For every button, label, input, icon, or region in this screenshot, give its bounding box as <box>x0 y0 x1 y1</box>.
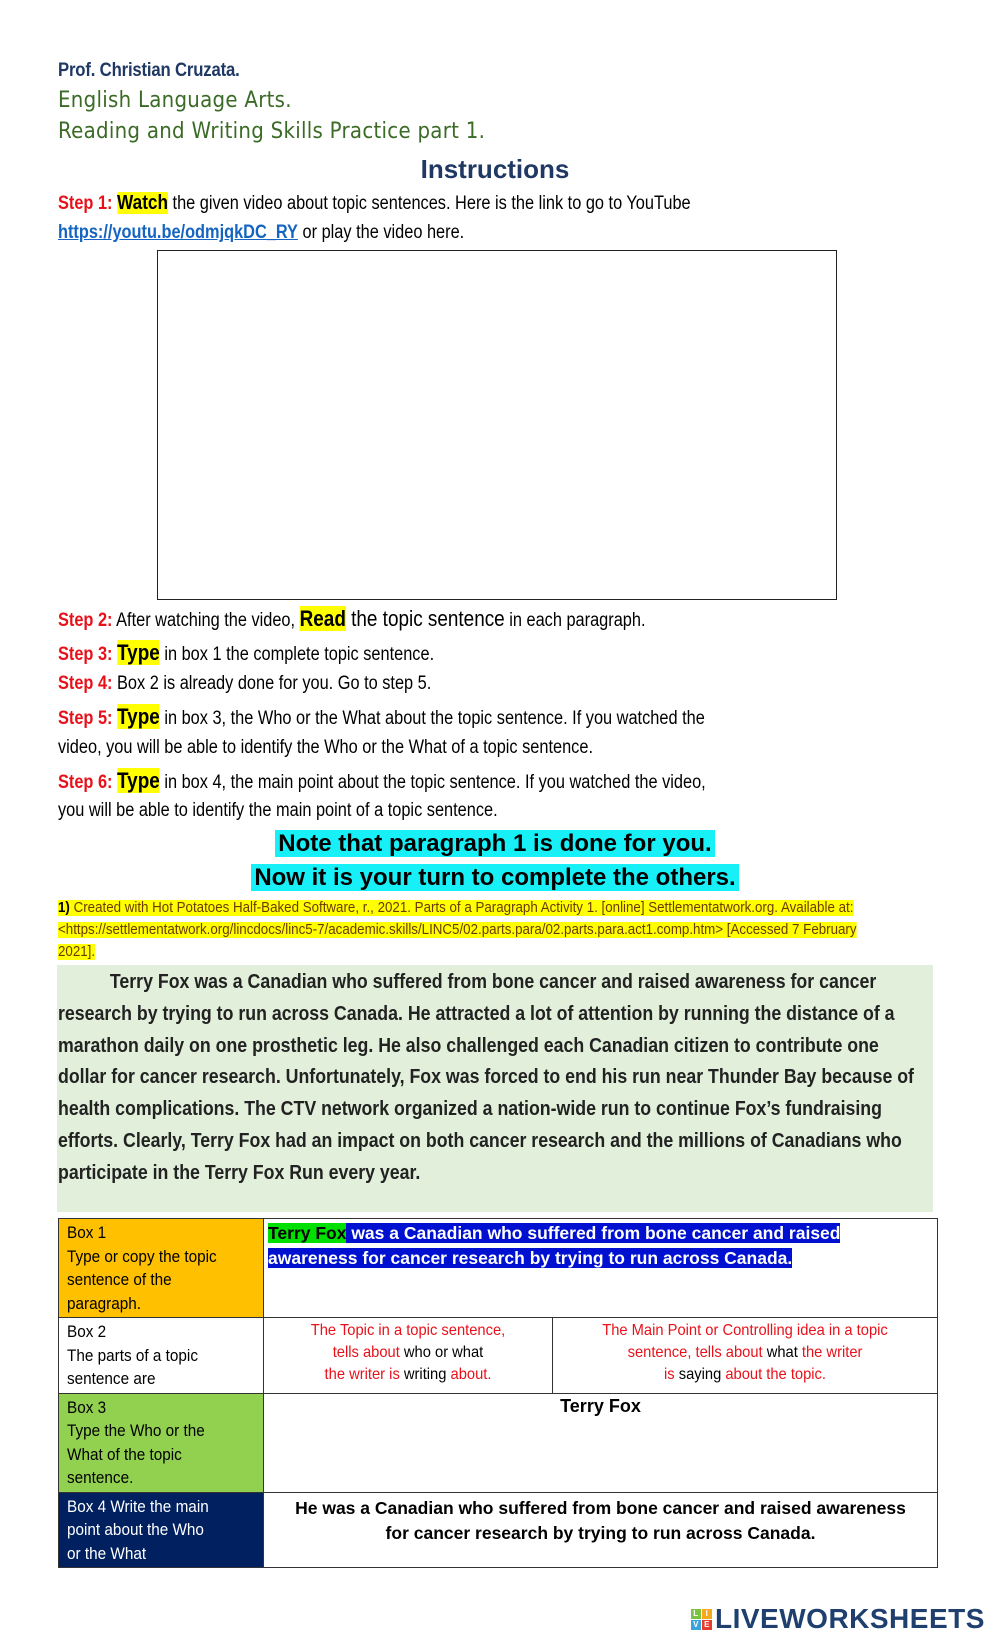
box-2-main-point-definition <box>553 1318 938 1394</box>
youtube-link[interactable]: https://youtu.be/odmjqkDC_RY <box>58 222 298 243</box>
step-4-text: Box 2 is already done for you. Go to step 5. <box>112 673 432 694</box>
box-1-answer-field[interactable] <box>264 1219 938 1318</box>
paragraph-1 <box>58 966 932 1189</box>
answer-table <box>58 1218 938 1568</box>
topic-def-line-3: the writer is writing about. <box>324 1366 492 1383</box>
box-2-row <box>59 1318 938 1394</box>
box-3-line-2: What of the topic <box>67 1444 182 1464</box>
box-1-title: Box 1 <box>67 1223 107 1242</box>
box-3-answer-field[interactable] <box>264 1393 938 1492</box>
box-1-line-3: paragraph. <box>67 1293 142 1313</box>
box-1-answer-topic: Terry Fox <box>268 1223 347 1243</box>
box-3-line-3: sentence. <box>67 1468 134 1487</box>
note-your-turn <box>0 864 990 892</box>
box-3-line-1: Type the Who or the <box>67 1421 205 1440</box>
step-6-label: Step 6: <box>58 772 113 793</box>
step-6-keyword: Type <box>117 768 160 793</box>
citation <box>58 897 868 963</box>
box-4-row <box>59 1492 938 1568</box>
note-done <box>0 830 990 858</box>
box-4-line-2: or the What <box>67 1543 147 1563</box>
step-6 <box>58 768 706 794</box>
author-name: Prof. Christian Cruzata. <box>58 60 240 81</box>
step-1 <box>58 192 691 215</box>
subject-title: English Language Arts. <box>58 88 292 113</box>
step-5-label: Step 5: <box>58 708 113 729</box>
box-2-topic-definition <box>264 1318 553 1394</box>
step-6-text: in box 4, the main point about the topic sentence. If you watched the video, <box>159 772 706 793</box>
main-point-def-line-2: sentence, tells about what the writer <box>627 1344 863 1361</box>
box-4-title: Box 4 Write the main <box>67 1496 209 1516</box>
liveworksheets-logo-text: LIVEWORKSHEETS <box>715 1603 985 1634</box>
box-2-title: Box 2 <box>67 1322 107 1341</box>
step-2-mid: the topic sentence <box>345 606 505 631</box>
step-5-keyword: Type <box>117 704 160 729</box>
step-5-continued: video, you will be able to identify the Who or the What of a topic sentence. <box>58 737 593 758</box>
main-point-def-line-1: The Main Point or Controlling idea in a topic <box>602 1322 888 1339</box>
box-4-answer-field[interactable] <box>264 1492 938 1568</box>
paragraph-1-text: Terry Fox was a Canadian who suffered from bone cancer and raised awareness for cancer research by trying to run across Canada. He attracted a lot of attention by running the distance of a marathon daily on one prosthetic leg. He also challenged each Canadian citizen to contribute one dollar for cancer research. Unfortunately, Fox was forced to end his run near Thunder Bay because of health complications. The CTV network organized a nation-wide run to continue Fox’s fundraising efforts. Clearly, Terry Fox had an impact on both cancer research and the millions of Canadians who participate in the Terry Fox Run every year. <box>58 970 914 1184</box>
step-5 <box>58 704 705 730</box>
step-2-pre: After watching the video, <box>112 610 300 631</box>
step-3-label: Step 3: <box>58 644 113 665</box>
video-player[interactable] <box>157 250 837 600</box>
box-2-label <box>59 1318 264 1394</box>
box-4-line-1: point about the Who <box>67 1520 204 1539</box>
step-5-text: in box 3, the Who or the What about the topic sentence. If you watched the <box>159 708 705 729</box>
step-2-post: in each paragraph. <box>504 610 646 631</box>
liveworksheets-logo-icon: L I V E <box>691 1609 712 1630</box>
box-1-label <box>59 1219 264 1318</box>
worksheet-title: Reading and Writing Skills Practice part 1. <box>58 119 486 144</box>
step-1-keyword: Watch <box>117 192 168 214</box>
step-4-label: Step 4: <box>58 673 113 694</box>
step-1-label: Step 1: <box>58 193 113 214</box>
step-2-label: Step 2: <box>58 610 113 631</box>
box-1-line-1: Type or copy the topic <box>67 1246 217 1266</box>
topic-def-line-1: The Topic in a topic sentence, <box>310 1322 506 1339</box>
step-3-text: in box 1 the complete topic sentence. <box>159 644 435 665</box>
step-1-link-line <box>58 222 464 244</box>
box-3-row <box>59 1393 938 1492</box>
box-1-answer-rest: was a Canadian who suffered from bone cancer and raised awareness for cancer research by trying to run across Canada. <box>268 1223 841 1268</box>
step-1-link-suffix: or play the video here. <box>297 222 465 243</box>
topic-def-line-2: tells about who or what <box>332 1344 484 1361</box>
step-2 <box>58 606 646 632</box>
liveworksheets-logo[interactable] <box>691 1603 985 1635</box>
instructions-heading: Instructions <box>420 154 570 184</box>
box-4-answer: He was a Canadian who suffered from bone cancer and raised awareness for cancer research by trying to run across Canada. <box>295 1497 906 1543</box>
note-done-text: Note that paragraph 1 is done for you. <box>275 830 714 857</box>
box-1-row <box>59 1219 938 1318</box>
step-6-continued: you will be able to identify the main point of a topic sentence. <box>58 800 498 821</box>
step-1-text: the given video about topic sentences. Here is the link to go to YouTube <box>167 193 691 214</box>
step-2-keyword: Read <box>299 606 346 631</box>
main-point-def-line-3: is saying about the topic. <box>663 1366 827 1383</box>
box-2-line-2: sentence are <box>67 1369 156 1388</box>
box-3-answer: Terry Fox <box>560 1395 641 1416</box>
note-your-turn-text: Now it is your turn to complete the others. <box>251 864 738 891</box>
step-3 <box>58 640 434 666</box>
citation-number: 1) <box>58 900 70 916</box>
box-3-label <box>59 1393 264 1492</box>
step-3-keyword: Type <box>117 640 160 665</box>
step-4 <box>58 673 431 695</box>
box-1-line-2: sentence of the <box>67 1270 172 1289</box>
box-2-line-1: The parts of a topic <box>67 1345 198 1365</box>
box-4-label <box>59 1492 264 1568</box>
box-3-title: Box 3 <box>67 1397 107 1417</box>
citation-text: Created with Hot Potatoes Half-Baked Software, r., 2021. Parts of a Paragraph Activity 1. [online] Settlementatwork.org. Available at: <https://settlementatwork.org/lincdocs/linc5-7/academic.skills/LINC5/02.parts.para/02.parts.para.act1.comp.htm> [Accessed 7 February 2021]. <box>58 900 857 960</box>
